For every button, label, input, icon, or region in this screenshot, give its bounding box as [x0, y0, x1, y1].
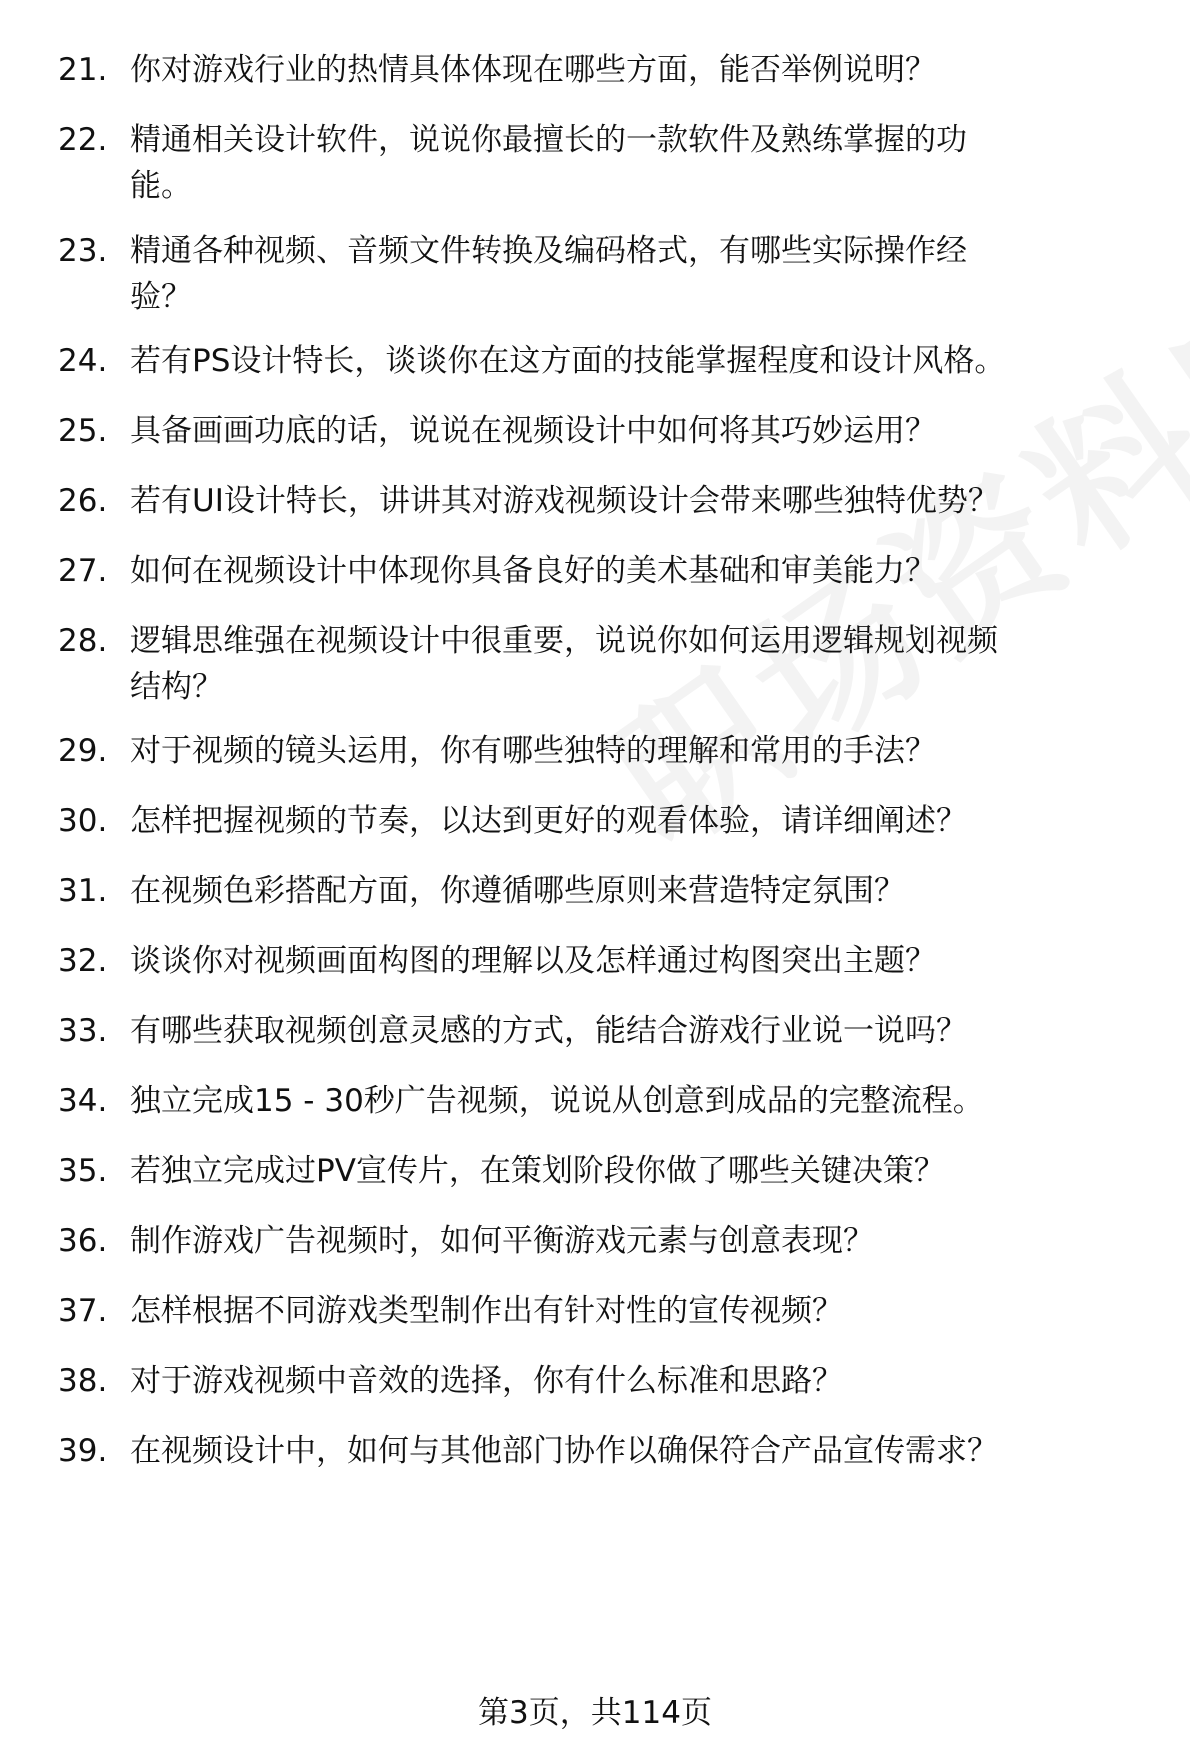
question-number: 26. [58, 483, 108, 519]
question-number: 22. [58, 122, 108, 158]
question-number: 25. [58, 413, 108, 449]
question-text: 具备画画功底的话，说说在视频设计中如何将其巧妙运用？ [130, 413, 936, 449]
question-number: 31. [58, 873, 108, 909]
question-text: 对于视频的镜头运用，你有哪些独特的理解和常用的手法？ [130, 733, 936, 769]
question-text: 若独立完成过PV宣传片，在策划阶段你做了哪些关键决策？ [130, 1153, 945, 1189]
question-number: 27. [58, 553, 108, 589]
question-text: 独立完成15 - 30秒广告视频，说说从创意到成品的完整流程。 [130, 1083, 984, 1119]
question-number: 34. [58, 1083, 108, 1119]
question-number: 36. [58, 1223, 108, 1259]
question-text: 若有PS设计特长，谈谈你在这方面的技能掌握程度和设计风格。 [130, 343, 1006, 379]
question-text: 精通相关设计软件，说说你最擅长的一款软件及熟练掌握的功 能。 [130, 122, 967, 204]
question-text: 精通各种视频、音频文件转换及编码格式，有哪些实际操作经 验？ [130, 233, 967, 315]
question-text: 你对游戏行业的热情具体体现在哪些方面，能否举例说明？ [130, 52, 936, 88]
question-text: 在视频色彩搭配方面，你遵循哪些原则来营造特定氛围？ [130, 873, 905, 909]
question-text: 逻辑思维强在视频设计中很重要，说说你如何运用逻辑规划视频 结构？ [130, 623, 998, 705]
question-text: 若有UI设计特长，讲讲其对游戏视频设计会带来哪些独特优势？ [130, 483, 999, 519]
question-text: 谈谈你对视频画面构图的理解以及怎样通过构图突出主题？ [130, 943, 936, 979]
question-number: 21. [58, 52, 108, 88]
page-number-footer: 第3页，共114页 [478, 1695, 712, 1731]
question-number: 33. [58, 1013, 108, 1049]
question-text: 怎样把握视频的节奏，以达到更好的观看体验，请详细阐述？ [130, 803, 967, 839]
question-number: 28. [58, 623, 108, 659]
question-number: 23. [58, 233, 108, 269]
question-text: 怎样根据不同游戏类型制作出有针对性的宣传视频？ [130, 1293, 843, 1329]
question-number: 29. [58, 733, 108, 769]
question-text: 对于游戏视频中音效的选择，你有什么标准和思路？ [130, 1363, 843, 1399]
question-text: 如何在视频设计中体现你具备良好的美术基础和审美能力？ [130, 553, 936, 589]
question-text: 制作游戏广告视频时，如何平衡游戏元素与创意表现？ [130, 1223, 874, 1259]
question-number: 35. [58, 1153, 108, 1189]
question-number: 38. [58, 1363, 108, 1399]
question-text: 有哪些获取视频创意灵感的方式，能结合游戏行业说一说吗？ [130, 1013, 967, 1049]
question-number: 30. [58, 803, 108, 839]
question-number: 39. [58, 1433, 108, 1469]
question-number: 37. [58, 1293, 108, 1329]
question-number: 32. [58, 943, 108, 979]
question-number: 24. [58, 343, 108, 379]
question-text: 在视频设计中，如何与其他部门协作以确保符合产品宣传需求？ [130, 1433, 998, 1469]
